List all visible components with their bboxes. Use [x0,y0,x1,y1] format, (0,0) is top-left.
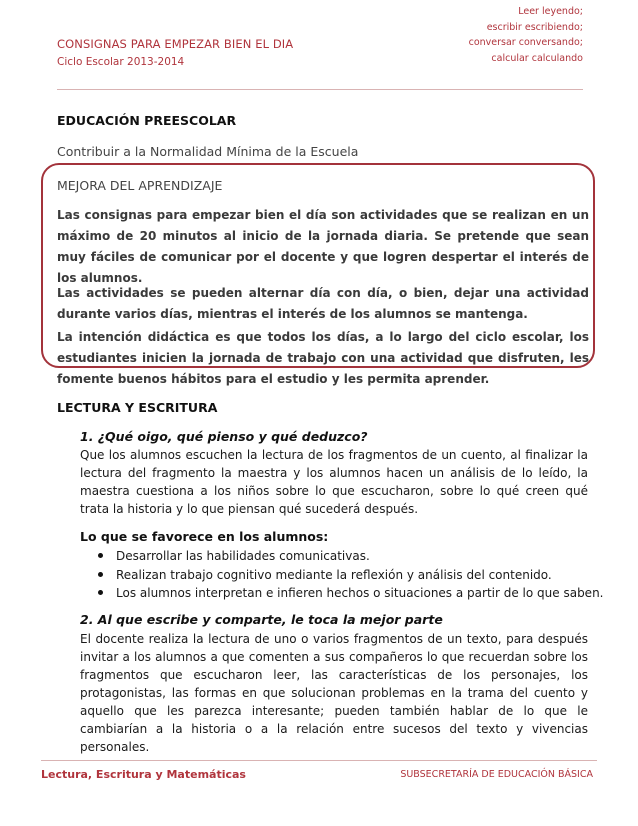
activity-1-title: 1. ¿Qué oigo, qué pienso y qué deduzco? [80,429,368,444]
mejora-paragraph: Las consignas para empezar bien el día son actividades que se realizan en un máximo de 20 minutos al inicio de la jornada diaria. Se pretende que sean muy fáciles de comunicar por el docente y que logren despertar el interés de los alumnos. [57,208,589,285]
bullet-icon [98,553,103,558]
header-divider [57,89,583,90]
activity-2-body: El docente realiza la lectura de uno o varios fragmentos de un texto, para después invitar a los alumnos a que comenten a sus compañeros lo que recuerdan sobre los fragmentos que escucharon leer, las características de los personajes, los protagonistas, las formas en que solucionan problemas en la trama del cuento y aquello que les parezca interesante; pueden también hablar de lo que le cambiarían a la historia o a la relación entre sucesos del texto y vivencias personales. [80,632,588,754]
motto-line: escribir escribiendo; [486,21,583,33]
section-subtitle: Contribuir a la Normalidad Mínima de la Escuela [57,144,359,159]
motto-line: calcular calculando [491,52,583,64]
bullet-icon [98,590,103,595]
header-subtitle: Ciclo Escolar 2013-2014 [57,56,185,68]
section-title: EDUCACIÓN PREESCOLAR [57,113,237,128]
lectura-title: LECTURA Y ESCRITURA [57,400,218,415]
activity-2-title: 2. Al que escribe y comparte, le toca la mejor parte [80,612,443,627]
motto-line: Leer leyendo; [518,6,583,17]
favorece-title: Lo que se favorece en los alumnos: [80,529,329,544]
mejora-paragraph: Las actividades se pueden alternar día con día, o bien, dejar una actividad durante varios días, mientras el interés de los alumnos se mantenga. [57,286,589,321]
footer-right-text: SUBSECRETARÍA DE EDUCACIÓN BÁSICA [400,769,593,780]
footer-left-text: Lectura, Escritura y Matemáticas [41,768,246,781]
motto-line: conversar conversando; [468,37,583,48]
activity-1-body: Que los alumnos escuchen la lectura de los fragmentos de un cuento, al finalizar la lectura del fragmento la maestra y los alumnos hacen un análisis de lo leído, la maestra cuestiona a los niños sobre lo que escucharon, sobre lo qué creen qué trata la historia y lo que piensan qué sucederá después. [80,448,588,516]
list-item [96,584,603,603]
list-item-text: Realizan trabajo cognitivo mediante la reflexión y análisis del contenido. [116,567,552,582]
list-item [96,566,603,585]
mejora-paragraph: La intención didáctica es que todos los días, a lo largo del ciclo escolar, los estudiantes inicien la jornada de trabajo con una actividad que disfruten, les fomente buenos hábitos para el estudio y les permita aprender. [57,330,589,386]
list-item-text: Los alumnos interpretan e infieren hechos o situaciones a partir de lo que saben. [116,586,604,600]
document-header [57,35,293,71]
bullet-icon [98,572,103,577]
header-title: CONSIGNAS PARA EMPEZAR BIEN EL DIA [57,37,294,51]
mejora-title: MEJORA DEL APRENDIZAJE [57,178,223,193]
list-item-text: Desarrollar las habilidades comunicativas. [116,549,370,563]
favorece-list [96,547,603,603]
list-item [96,547,603,566]
footer-divider [41,760,597,761]
header-motto [383,4,583,90]
